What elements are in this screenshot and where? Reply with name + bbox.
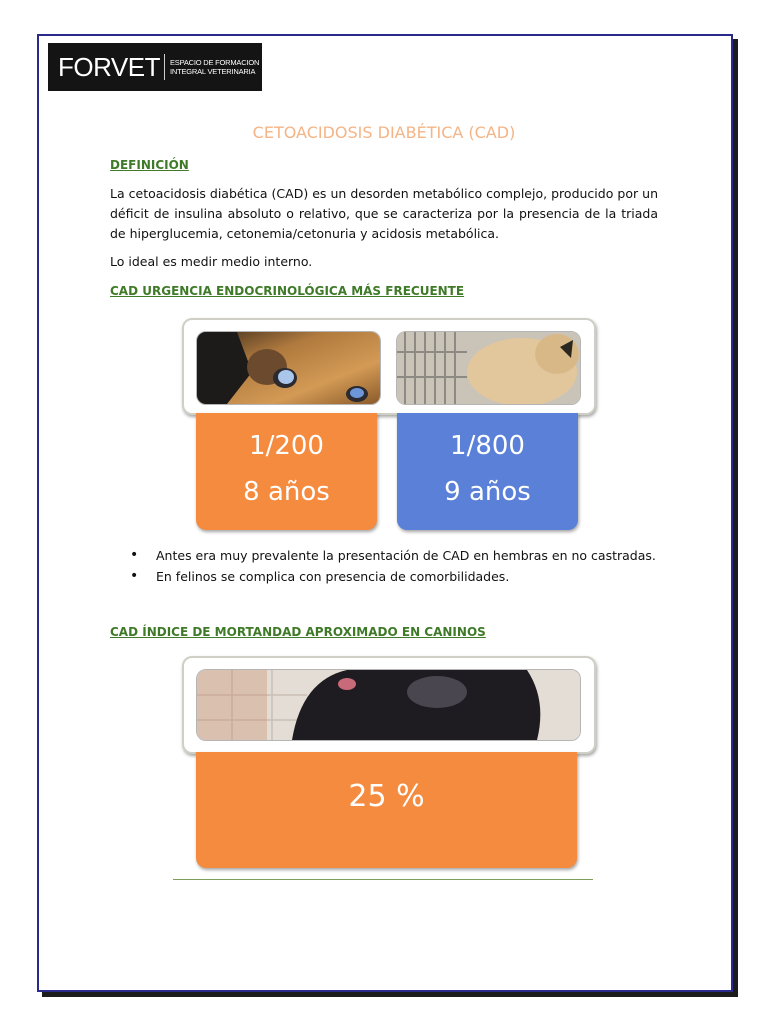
definition-paragraph: La cetoacidosis diabética (CAD) es un desorden metabólico complejo, producido por un déficit de insulina absoluto o relativo, que se caracteriza por la presencia de la triada de hiperglucemia, cetonemia/cetonuria y acidosis metabólica. [110, 186, 658, 241]
logo-tagline-line-1: ESPACIO DE FORMACION [169, 58, 260, 67]
cat-illustration [397, 332, 580, 404]
page-title: CETOACIDOSIS DIABÉTICA (CAD) [252, 123, 516, 142]
black-dog-photo [196, 669, 581, 741]
stat-card-cats [397, 413, 578, 530]
logo-wordmark: FORVET [58, 51, 160, 82]
stat-ratio: 1/800 [450, 431, 525, 461]
mortality-stat-card [196, 752, 577, 868]
list-item: • En felinos se complica con presencia de comorbilidades. [128, 566, 656, 587]
logo-tagline [170, 58, 259, 76]
stat-age: 9 años [444, 477, 531, 507]
logo-divider [164, 54, 165, 80]
bottom-divider [173, 879, 593, 880]
definition-heading: DEFINICIÓN [110, 158, 189, 172]
dog-eyes-photo [196, 331, 381, 405]
definition-note: Lo ideal es medir medio interno. [110, 254, 313, 269]
mortality-heading: CAD ÍNDICE DE MORTANDAD APROXIMADO EN CANINOS [110, 625, 486, 639]
stat-card-dogs [196, 413, 377, 530]
cat-photo [396, 331, 581, 405]
list-item: • Antes era muy prevalente la presentación de CAD en hembras en no castradas. [128, 545, 656, 566]
stat-age: 8 años [243, 477, 330, 507]
black-dog-illustration [197, 670, 580, 740]
logo-tagline-line-2: INTEGRAL VETERINARIA [169, 67, 256, 76]
dog-eyes-illustration [197, 332, 380, 404]
mortality-value: 25 % [348, 779, 425, 814]
frequency-bullet-list [128, 545, 656, 587]
frequency-heading: CAD URGENCIA ENDOCRINOLÓGICA MÁS FRECUENTE [110, 284, 465, 298]
stat-ratio: 1/200 [249, 431, 324, 461]
forvet-logo [48, 43, 262, 91]
